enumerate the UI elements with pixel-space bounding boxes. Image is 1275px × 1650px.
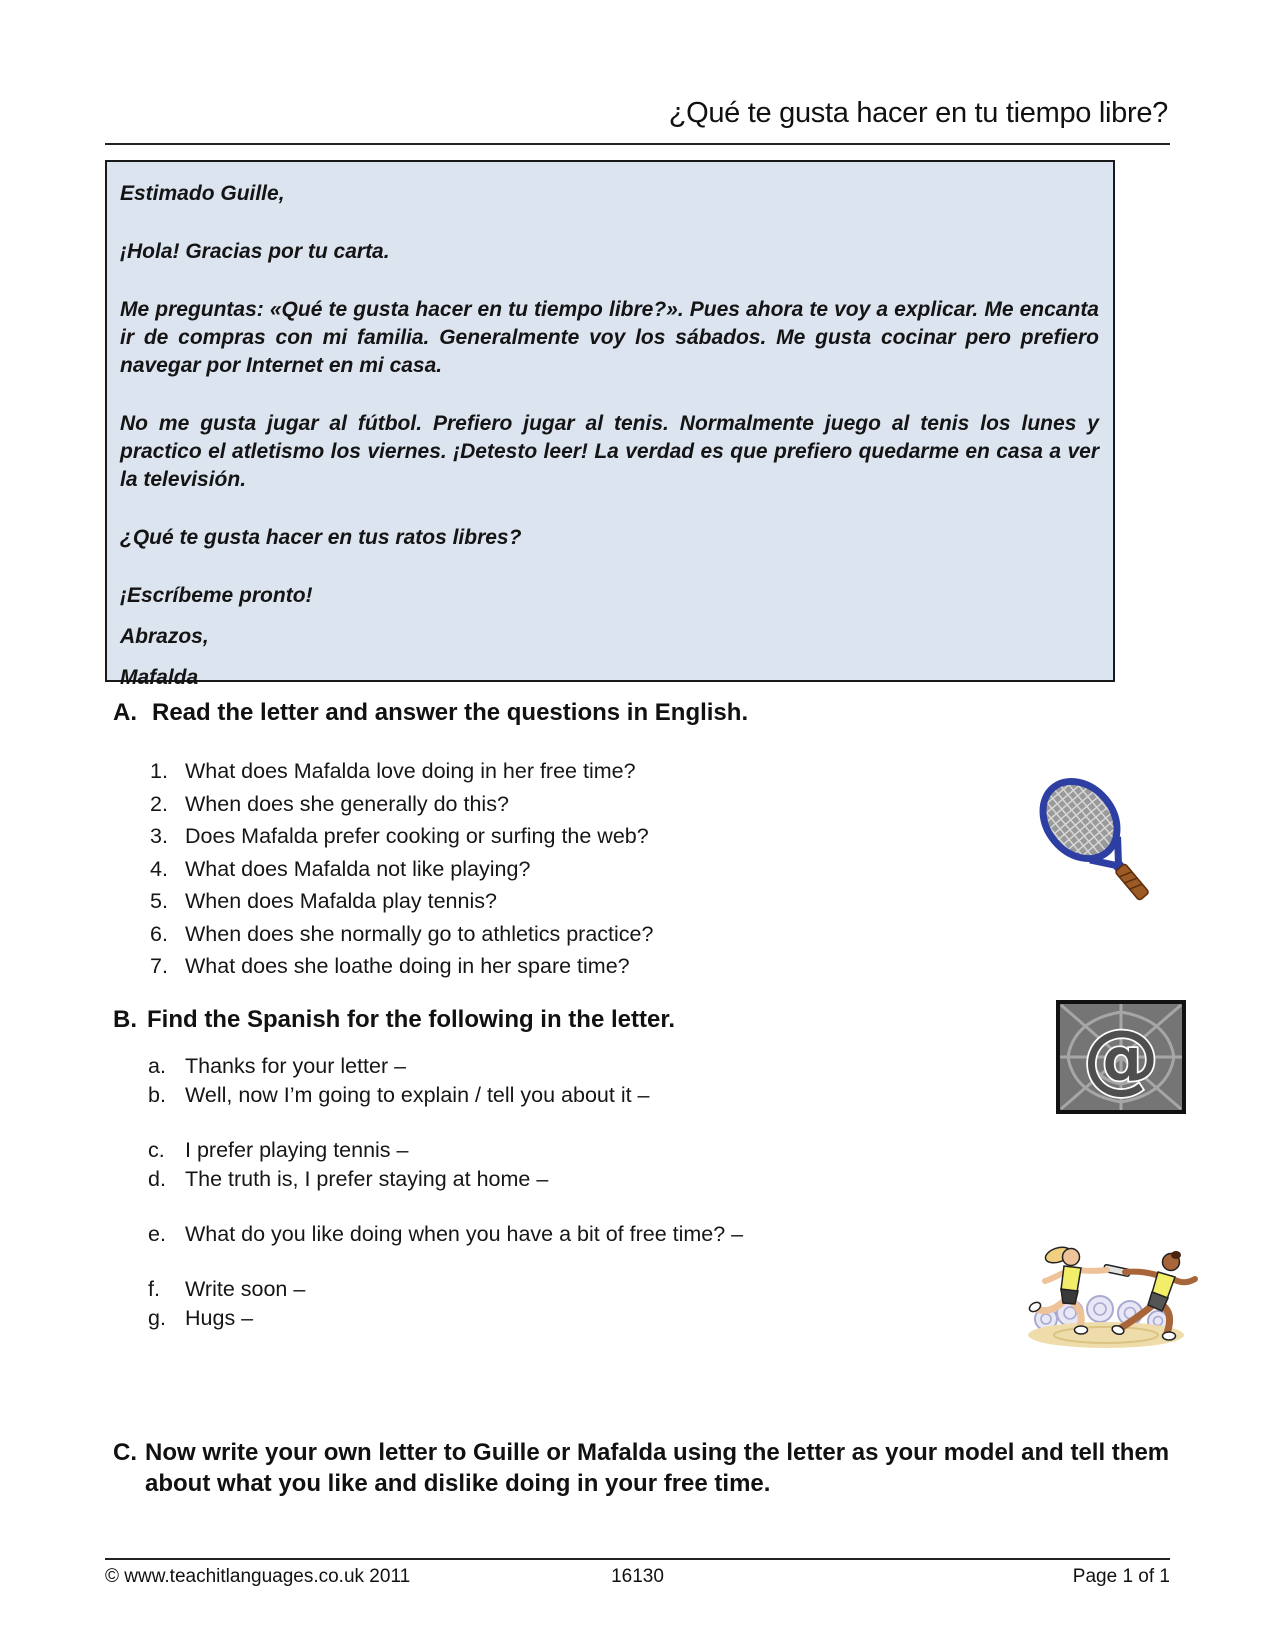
find-spanish-item: a. Thanks for your letter – xyxy=(148,1054,407,1078)
find-spanish-item: f. Write soon – xyxy=(148,1277,306,1301)
header-divider xyxy=(105,143,1170,145)
relay-runners-image xyxy=(1008,1243,1208,1351)
letter-closing: ¡Escríbeme pronto! xyxy=(120,584,313,607)
section-b-title: Find the Spanish for the following in the letter. xyxy=(147,1006,675,1033)
question-item: 3. Does Mafalda prefer cooking or surfing the web? xyxy=(150,824,649,848)
footer xyxy=(105,1566,1170,1588)
question-item: 4. What does Mafalda not like playing? xyxy=(150,856,531,881)
find-spanish-item: e. What do you like doing when you have a bit of free time? – xyxy=(148,1222,744,1246)
find-spanish-item: g. Hugs – xyxy=(148,1306,254,1330)
section-b-heading xyxy=(113,1004,675,1035)
letter-paragraph-hello: ¡Hola! Gracias por tu carta. xyxy=(120,240,390,263)
letter-paragraph-explain: Me preguntas: «Qué te gusta hacer en tu tiempo libre?». Pues ahora te voy a explicar. Me encanta ir de compras con mi familia. Generalmente voy los sábados. Me gusta cocinar pero prefiero navegar por Internet en mi casa. xyxy=(120,298,1099,377)
letter-greeting: Estimado Guille, xyxy=(120,182,285,205)
question-item: 5. When does Mafalda play tennis? xyxy=(150,889,497,913)
section-a-letter: A. xyxy=(113,699,137,726)
at-glyph: @ xyxy=(1083,1013,1159,1102)
section-c-heading xyxy=(113,1437,1175,1499)
question-item: 2. When does she generally do this? xyxy=(150,791,509,816)
section-b-letter: B. xyxy=(113,1006,137,1033)
question-item: 1. What does Mafalda love doing in her free time? xyxy=(150,759,636,783)
page-title: ¿Qué te gusta hacer en tu tiempo libre? xyxy=(668,97,1168,129)
letter-paragraph-sports: No me gusta jugar al fútbol. Prefiero jugar al tenis. Normalmente juego al tenis los lunes y practico el atletismo los viernes. ¡Detesto leer! La verdad es que prefiero quedarme en casa a ver la televisión. xyxy=(120,412,1099,491)
find-spanish-item: b. Well, now I’m going to explain / tell you about it – xyxy=(148,1083,650,1107)
section-c-title: Now write your own letter to Guille or Mafalda using the letter as your model and tell them about what you like and dislike doing in your free time. xyxy=(145,1439,1170,1497)
find-spanish-item: c. I prefer playing tennis – xyxy=(148,1138,409,1162)
question-item: 7. What does she loathe doing in her spare time? xyxy=(150,954,630,978)
letter-signature: Mafalda xyxy=(120,666,199,689)
footer-copyright: © www.teachitlanguages.co.uk 2011 xyxy=(105,1566,411,1587)
section-a-question-list xyxy=(150,757,653,985)
section-b-item-list xyxy=(148,1052,743,1333)
letter-question: ¿Qué te gusta hacer en tus ratos libres? xyxy=(120,526,522,549)
footer-doc-id: 16130 xyxy=(611,1566,664,1587)
footer-divider xyxy=(105,1558,1170,1560)
at-symbol-web-image xyxy=(1056,1000,1186,1114)
tennis-racket-image xyxy=(1028,768,1188,918)
letter-signoff: Abrazos, xyxy=(120,625,209,648)
section-c-letter: C. xyxy=(113,1439,137,1466)
section-a-heading xyxy=(113,697,748,728)
question-item: 6. When does she normally go to athletics practice? xyxy=(150,921,654,946)
section-a-title: Read the letter and answer the questions in English. xyxy=(152,699,749,726)
footer-page-info: Page 1 of 1 xyxy=(1072,1566,1170,1587)
letter-box xyxy=(105,160,1115,689)
find-spanish-item: d. The truth is, I prefer staying at home – xyxy=(148,1167,549,1191)
